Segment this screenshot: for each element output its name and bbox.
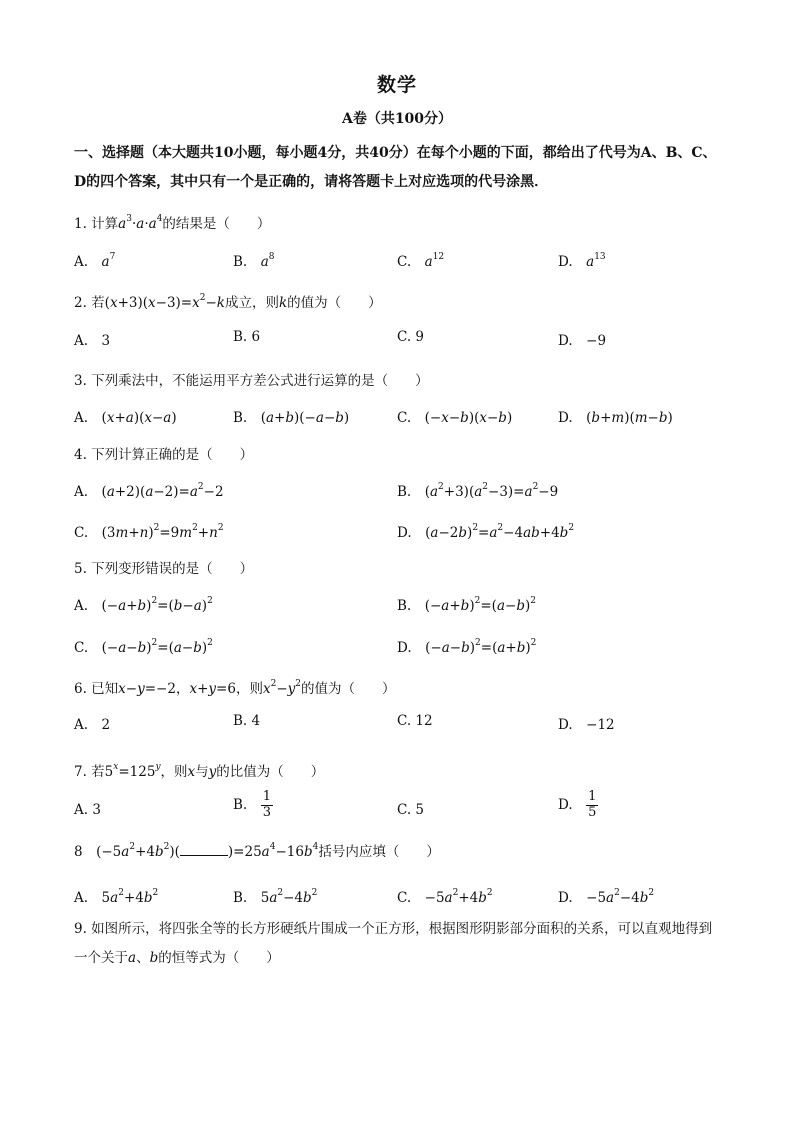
q2-option-c: C. 9 <box>397 329 425 345</box>
q2-option-a: A. 3 <box>74 333 111 349</box>
q6-option-a: A. 2 <box>74 717 111 733</box>
q4-option-a: A. $(a+2)(a-2)=a^2-2$ <box>74 482 224 500</box>
q1-option-b: B. $a^8$ <box>233 252 275 270</box>
q2-option-d: D. −9 <box>558 333 607 349</box>
q1-option-d: D. $a^{13}$ <box>558 252 606 270</box>
question-8: 8 $(-5a^2+4b^2)$( )$=25a^4-16b^4$括号内应填（ ） <box>74 842 440 860</box>
question-4: 4. 下列计算正确的是（ ） <box>74 447 254 463</box>
q7-option-b: B. $\frac{1}{3}$ <box>233 789 271 820</box>
question-1: 1. 计算$a^3\cdot a\cdot a^4$的结果是（ ） <box>74 214 271 232</box>
q5-option-c: C. $(-a-b)^2=(a-b)^2$ <box>74 638 213 656</box>
question-7: 7. 若$5^x=125^y$，则x与y的比值为（ ） <box>74 762 325 780</box>
q7-option-d: D. $\frac{1}{5}$ <box>558 789 597 820</box>
q5-option-a: A. $(-a+b)^2=(b-a)^2$ <box>74 596 213 614</box>
q8-option-c: C. $-5a^2+4b^2$ <box>397 888 493 906</box>
question-6: 6. 已知x−y=−2，x+y=6，则$x^2-y^2$的值为（ ） <box>74 679 396 697</box>
q3-option-d: D. (b+m)(m−b) <box>558 410 673 426</box>
q4-option-d: D. $(a-2b)^2=a^2-4ab+4b^2$ <box>397 523 575 541</box>
q1-option-c: C. $a^{12}$ <box>397 252 445 270</box>
page-title: 数学 <box>376 74 417 96</box>
q3-option-a: A. (x+a)(x−a) <box>74 410 177 426</box>
section-instructions: 一、选择题（本大题共10小题，每小题4分，共40分）在每个小题的下面，都给出了代号为A、B、C、D的四个答案，其中只有一个是正确的，请将答题卡上对应选项的代号涂黑． <box>74 145 717 190</box>
q3-option-c: C. (−x−b)(x−b) <box>397 410 513 426</box>
q5-option-d: D. $(-a-b)^2=(a+b)^2$ <box>397 638 537 656</box>
q8-option-b: B. $5a^2-4b^2$ <box>233 888 318 906</box>
question-3: 3. 下列乘法中，不能运用平方差公式进行运算的是（ ） <box>74 373 429 389</box>
paper-section-title: A卷（共100分） <box>341 111 453 127</box>
q6-option-c: C. 12 <box>397 713 433 729</box>
q3-option-b: B. (a+b)(−a−b) <box>233 410 350 426</box>
question-9: 9. 如图所示，将四张全等的长方形硬纸片围成一个正方形，根据图形阴影部分面积的关系，可以直观地得到一个关于a、b的恒等式为（ ） <box>74 921 713 966</box>
q7-option-c: C. 5 <box>397 802 425 818</box>
q6-option-b: B. 4 <box>233 713 261 729</box>
q7-option-a: A. 3 <box>74 802 101 818</box>
q5-option-b: B. $(-a+b)^2=(a-b)^2$ <box>397 596 536 614</box>
q6-option-d: D. −12 <box>558 717 615 733</box>
q4-option-c: C. $(3m+n)^2=9m^2+n^2$ <box>74 523 224 541</box>
question-5: 5. 下列变形错误的是（ ） <box>74 561 254 577</box>
q1-option-a: A. $a^7$ <box>74 252 116 270</box>
q8-option-a: A. $5a^2+4b^2$ <box>74 888 159 906</box>
q4-option-b: B. $(a^2+3)(a^2-3)=a^2-9$ <box>397 482 559 500</box>
question-2: 2. 若$(x+3)(x-3)=x^2-k$成立，则k的值为（ ） <box>74 293 382 311</box>
q8-option-d: D. $-5a^2-4b^2$ <box>558 888 655 906</box>
q2-option-b: B. 6 <box>233 329 261 345</box>
